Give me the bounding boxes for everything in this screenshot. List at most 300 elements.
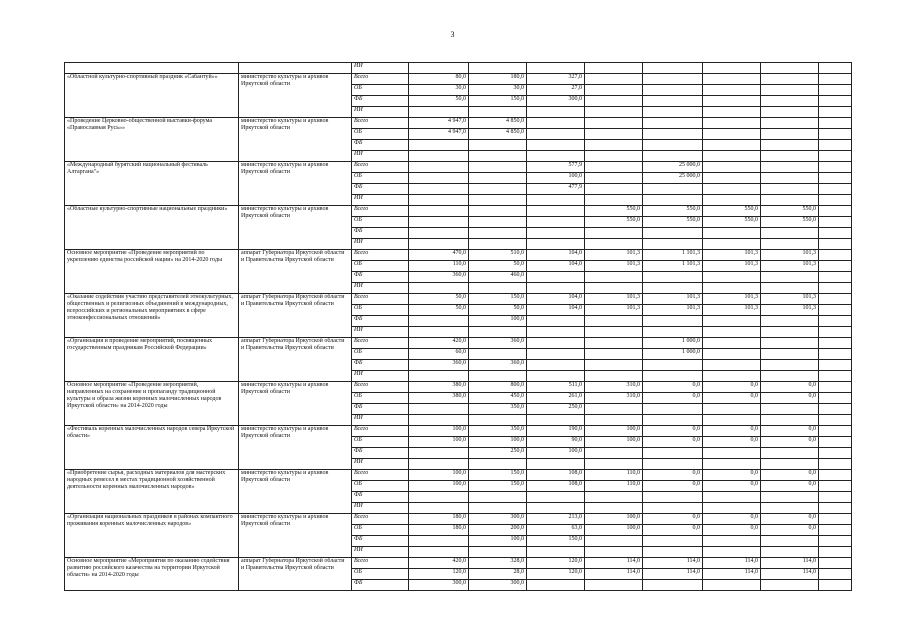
value-cell — [761, 349, 819, 360]
value-cell: 300,0 — [527, 96, 585, 107]
value-cell — [703, 448, 761, 459]
value-cell — [643, 404, 703, 415]
funding-source-cell: ФБ — [352, 536, 409, 547]
value-cell — [761, 129, 819, 140]
value-cell — [409, 140, 469, 151]
value-cell — [409, 492, 469, 503]
value-cell — [703, 63, 761, 74]
value-cell: 50,0 — [469, 305, 527, 316]
value-cell — [819, 206, 852, 217]
value-cell: 100,0 — [469, 316, 527, 327]
funding-source-cell: ОБ — [352, 393, 409, 404]
funding-source-cell: Всего — [352, 206, 409, 217]
value-cell — [703, 404, 761, 415]
value-cell — [409, 206, 469, 217]
organization-cell: министерство культуры и архивов Иркутской области — [239, 514, 352, 558]
value-cell: 101,3 — [761, 305, 819, 316]
value-cell — [409, 536, 469, 547]
funding-source-cell: Всего — [352, 250, 409, 261]
value-cell: 380,0 — [409, 382, 469, 393]
value-cell — [761, 239, 819, 250]
value-cell: 0,0 — [761, 393, 819, 404]
value-cell — [409, 316, 469, 327]
value-cell — [643, 63, 703, 74]
value-cell: 250,0 — [469, 448, 527, 459]
value-cell: 101,3 — [585, 250, 643, 261]
value-cell — [643, 239, 703, 250]
value-cell: 0,0 — [761, 470, 819, 481]
value-cell — [409, 173, 469, 184]
value-cell: 150,0 — [469, 96, 527, 107]
funding-source-cell: ИИ — [352, 239, 409, 250]
value-cell — [819, 371, 852, 382]
value-cell: 100,0 — [409, 426, 469, 437]
value-cell — [585, 173, 643, 184]
value-cell — [585, 404, 643, 415]
value-cell — [819, 151, 852, 162]
funding-source-cell: ФБ — [352, 272, 409, 283]
value-cell — [643, 415, 703, 426]
value-cell — [585, 371, 643, 382]
value-cell — [761, 184, 819, 195]
value-cell — [819, 107, 852, 118]
value-cell: 1 000,0 — [643, 349, 703, 360]
value-cell: 27,0 — [527, 85, 585, 96]
value-cell — [409, 195, 469, 206]
value-cell — [819, 525, 852, 536]
value-cell: 550,0 — [703, 206, 761, 217]
value-cell — [469, 217, 527, 228]
value-cell: 100,0 — [527, 448, 585, 459]
value-cell — [761, 96, 819, 107]
value-cell — [819, 85, 852, 96]
value-cell — [585, 107, 643, 118]
funding-source-cell: ОБ — [352, 569, 409, 580]
value-cell — [585, 140, 643, 151]
value-cell — [761, 360, 819, 371]
funding-source-cell: ФБ — [352, 492, 409, 503]
value-cell — [761, 151, 819, 162]
value-cell — [643, 140, 703, 151]
value-cell — [703, 107, 761, 118]
value-cell — [409, 151, 469, 162]
value-cell: 0,0 — [643, 514, 703, 525]
page-number: 3 — [450, 30, 455, 39]
value-cell: 101,3 — [703, 294, 761, 305]
value-cell — [469, 492, 527, 503]
funding-source-cell: ИИ — [352, 459, 409, 470]
value-cell — [703, 415, 761, 426]
funding-source-cell: ИИ — [352, 371, 409, 382]
value-cell — [819, 437, 852, 448]
value-cell: 360,0 — [409, 272, 469, 283]
program-name-cell: «Областные культурно-спортивные национальные праздники» — [65, 206, 239, 250]
funding-source-cell: Всего — [352, 426, 409, 437]
value-cell: 577,9 — [527, 162, 585, 173]
value-cell — [409, 184, 469, 195]
value-cell — [469, 349, 527, 360]
value-cell: 470,0 — [409, 250, 469, 261]
value-cell — [469, 151, 527, 162]
value-cell — [527, 118, 585, 129]
value-cell — [469, 459, 527, 470]
value-cell — [819, 448, 852, 459]
value-cell — [819, 63, 852, 74]
value-cell — [703, 151, 761, 162]
value-cell — [585, 415, 643, 426]
value-cell — [409, 107, 469, 118]
table-row — [65, 382, 852, 393]
value-cell: 101,3 — [585, 305, 643, 316]
value-cell — [585, 459, 643, 470]
value-cell: 150,0 — [469, 294, 527, 305]
value-cell: 350,0 — [469, 426, 527, 437]
value-cell: 511,0 — [527, 382, 585, 393]
value-cell — [527, 338, 585, 349]
value-cell: 380,0 — [409, 393, 469, 404]
funding-source-cell: ОБ — [352, 305, 409, 316]
value-cell: 550,0 — [761, 217, 819, 228]
value-cell: 101,3 — [703, 250, 761, 261]
value-cell — [761, 118, 819, 129]
value-cell — [643, 316, 703, 327]
program-name-cell: Основное мероприятие «Проведение мероприятий, направленных на сохранение и пропаганду традиционной культуры и образа жизни коренных малочисленных народов Иркутской области» на 2014-2020 годы — [65, 382, 239, 426]
value-cell — [409, 239, 469, 250]
value-cell — [819, 547, 852, 558]
value-cell — [819, 338, 852, 349]
value-cell — [527, 228, 585, 239]
value-cell: 101,3 — [703, 261, 761, 272]
value-cell: 25 000,0 — [643, 173, 703, 184]
value-cell — [585, 338, 643, 349]
value-cell: 110,0 — [585, 481, 643, 492]
funding-source-cell: ИИ — [352, 195, 409, 206]
table-row — [65, 206, 852, 217]
value-cell: 100,0 — [409, 481, 469, 492]
funding-source-cell: ФБ — [352, 316, 409, 327]
funding-source-cell: ОБ — [352, 85, 409, 96]
value-cell: 114,0 — [703, 558, 761, 569]
value-cell: 110,0 — [409, 261, 469, 272]
value-cell: 550,0 — [761, 206, 819, 217]
value-cell — [469, 162, 527, 173]
value-cell: 327,0 — [527, 74, 585, 85]
program-name-cell: «Фестиваль коренных малочисленных народов севера Иркутской области» — [65, 426, 239, 470]
value-cell — [643, 85, 703, 96]
value-cell — [703, 338, 761, 349]
value-cell — [527, 316, 585, 327]
value-cell: 114,0 — [585, 569, 643, 580]
value-cell — [643, 547, 703, 558]
value-cell — [819, 404, 852, 415]
value-cell — [585, 316, 643, 327]
table-row — [65, 514, 852, 525]
value-cell — [703, 140, 761, 151]
value-cell — [819, 173, 852, 184]
value-cell — [643, 118, 703, 129]
value-cell: 550,0 — [585, 217, 643, 228]
value-cell: 350,0 — [469, 404, 527, 415]
value-cell: 420,0 — [409, 338, 469, 349]
value-cell: 120,0 — [409, 569, 469, 580]
value-cell: 4 850,0 — [469, 118, 527, 129]
value-cell — [527, 217, 585, 228]
value-cell — [527, 371, 585, 382]
value-cell: 114,0 — [585, 558, 643, 569]
program-name-cell: «Оказание содействия участию представителей этнокультурных, общественных и религиозных объединений в международных, всероссийских и региональных мероприятиях в сфере этноконфессиональных отношений» — [65, 294, 239, 338]
value-cell — [469, 239, 527, 250]
value-cell — [761, 85, 819, 96]
funding-source-cell: ИИ — [352, 415, 409, 426]
value-cell: 100,0 — [409, 470, 469, 481]
value-cell — [703, 316, 761, 327]
value-cell — [761, 327, 819, 338]
value-cell — [703, 173, 761, 184]
value-cell — [469, 547, 527, 558]
value-cell — [819, 503, 852, 514]
value-cell — [819, 569, 852, 580]
program-name-cell — [65, 63, 239, 74]
value-cell — [703, 184, 761, 195]
value-cell: 90,0 — [527, 437, 585, 448]
program-name-cell: Основное мероприятие «Проведение мероприятий по укреплению единства российской нации» на 2014-2020 годы — [65, 250, 239, 294]
value-cell — [703, 503, 761, 514]
value-cell — [527, 239, 585, 250]
program-name-cell: «Организация и проведение мероприятий, посвященных государственным праздникам Российской Федерации» — [65, 338, 239, 382]
organization-cell: министерство культуры и архивов Иркутской области — [239, 162, 352, 206]
program-name-cell: «Международный бурятский национальный фестиваль Алтаргана"» — [65, 162, 239, 206]
value-cell — [643, 459, 703, 470]
funding-source-cell: ОБ — [352, 481, 409, 492]
value-cell — [819, 327, 852, 338]
value-cell — [585, 448, 643, 459]
table-row — [65, 426, 852, 437]
value-cell — [761, 448, 819, 459]
value-cell — [527, 360, 585, 371]
value-cell — [819, 239, 852, 250]
value-cell: 0,0 — [643, 470, 703, 481]
value-cell: 300,0 — [409, 580, 469, 591]
value-cell: 4 947,0 — [409, 118, 469, 129]
value-cell: 120,0 — [527, 558, 585, 569]
value-cell: 180,0 — [409, 514, 469, 525]
value-cell: 4 947,0 — [409, 129, 469, 140]
value-cell — [585, 63, 643, 74]
value-cell — [527, 492, 585, 503]
funding-source-cell: Всего — [352, 294, 409, 305]
value-cell — [585, 349, 643, 360]
value-cell — [819, 217, 852, 228]
value-cell — [703, 118, 761, 129]
value-cell: 150,0 — [469, 470, 527, 481]
value-cell — [585, 96, 643, 107]
value-cell — [469, 415, 527, 426]
organization-cell: министерство культуры и архивов Иркутской области — [239, 470, 352, 514]
value-cell — [761, 404, 819, 415]
program-name-cell: «Областной культурно-спортивный праздник «Сабантуй»» — [65, 74, 239, 118]
funding-source-cell: ИИ — [352, 63, 409, 74]
funding-source-cell: Всего — [352, 74, 409, 85]
value-cell — [585, 74, 643, 85]
value-cell — [585, 184, 643, 195]
value-cell — [819, 349, 852, 360]
value-cell: 0,0 — [643, 525, 703, 536]
funding-source-cell: ОБ — [352, 437, 409, 448]
funding-source-cell: ФБ — [352, 448, 409, 459]
value-cell: 50,0 — [409, 294, 469, 305]
value-cell — [703, 272, 761, 283]
value-cell — [819, 514, 852, 525]
value-cell — [761, 107, 819, 118]
value-cell: 310,0 — [585, 382, 643, 393]
value-cell — [585, 85, 643, 96]
value-cell: 25 000,0 — [643, 162, 703, 173]
value-cell: 328,0 — [469, 558, 527, 569]
value-cell — [819, 272, 852, 283]
value-cell — [585, 492, 643, 503]
value-cell — [703, 96, 761, 107]
value-cell: 104,0 — [527, 294, 585, 305]
value-cell: 450,0 — [469, 393, 527, 404]
value-cell: 0,0 — [643, 481, 703, 492]
funding-source-cell: ФБ — [352, 96, 409, 107]
value-cell — [585, 272, 643, 283]
value-cell: 1 101,3 — [643, 261, 703, 272]
value-cell — [409, 448, 469, 459]
value-cell: 250,0 — [527, 404, 585, 415]
value-cell — [585, 360, 643, 371]
value-cell: 800,0 — [469, 382, 527, 393]
value-cell: 300,0 — [469, 580, 527, 591]
funding-source-cell: ИИ — [352, 547, 409, 558]
value-cell — [819, 558, 852, 569]
value-cell: 200,0 — [469, 525, 527, 536]
value-cell: 30,0 — [409, 85, 469, 96]
funding-source-cell: Всего — [352, 514, 409, 525]
value-cell: 300,0 — [469, 514, 527, 525]
table-row — [65, 294, 852, 305]
value-cell — [469, 107, 527, 118]
value-cell — [819, 470, 852, 481]
value-cell — [819, 360, 852, 371]
value-cell — [643, 371, 703, 382]
value-cell: 0,0 — [643, 437, 703, 448]
value-cell: 63,0 — [527, 525, 585, 536]
value-cell — [761, 74, 819, 85]
value-cell: 80,0 — [409, 74, 469, 85]
value-cell: 100,0 — [409, 437, 469, 448]
value-cell: 310,0 — [585, 393, 643, 404]
value-cell: 150,0 — [527, 536, 585, 547]
value-cell: 0,0 — [643, 426, 703, 437]
value-cell — [703, 239, 761, 250]
value-cell — [643, 492, 703, 503]
value-cell — [643, 195, 703, 206]
value-cell — [819, 415, 852, 426]
value-cell: 60,0 — [409, 349, 469, 360]
value-cell — [643, 503, 703, 514]
value-cell: 150,0 — [469, 481, 527, 492]
funding-source-cell: ИИ — [352, 151, 409, 162]
value-cell — [527, 503, 585, 514]
value-cell — [643, 74, 703, 85]
value-cell — [469, 63, 527, 74]
value-cell — [527, 272, 585, 283]
value-cell: 110,0 — [585, 470, 643, 481]
value-cell: 100,0 — [585, 437, 643, 448]
value-cell — [527, 140, 585, 151]
funding-source-cell: ФБ — [352, 360, 409, 371]
table-row — [65, 558, 852, 569]
value-cell — [527, 283, 585, 294]
value-cell: 180,0 — [409, 525, 469, 536]
funding-source-cell: ОБ — [352, 349, 409, 360]
table-row — [65, 118, 852, 129]
value-cell: 360,0 — [409, 360, 469, 371]
value-cell: 0,0 — [761, 382, 819, 393]
value-cell: 101,3 — [761, 261, 819, 272]
funding-source-cell: Всего — [352, 382, 409, 393]
organization-cell: аппарат Губернатора Иркутской области и Правительства Иркутской области — [239, 294, 352, 338]
value-cell — [703, 459, 761, 470]
value-cell — [527, 107, 585, 118]
value-cell — [703, 349, 761, 360]
value-cell — [585, 162, 643, 173]
value-cell — [761, 536, 819, 547]
value-cell — [643, 184, 703, 195]
funding-source-cell: ОБ — [352, 129, 409, 140]
value-cell: 100,0 — [469, 437, 527, 448]
value-cell — [703, 129, 761, 140]
value-cell: 28,0 — [469, 569, 527, 580]
value-cell: 108,0 — [527, 470, 585, 481]
value-cell — [409, 371, 469, 382]
value-cell — [819, 393, 852, 404]
value-cell: 213,0 — [527, 514, 585, 525]
value-cell: 0,0 — [703, 437, 761, 448]
organization-cell: министерство культуры и архивов Иркутской области — [239, 118, 352, 162]
value-cell: 360,0 — [469, 338, 527, 349]
table-body — [65, 63, 852, 591]
value-cell — [761, 228, 819, 239]
value-cell: 477,9 — [527, 184, 585, 195]
value-cell — [585, 118, 643, 129]
value-cell — [643, 283, 703, 294]
value-cell: 190,0 — [527, 426, 585, 437]
value-cell: 0,0 — [703, 382, 761, 393]
table-row — [65, 470, 852, 481]
table-row — [65, 162, 852, 173]
program-name-cell: «Проведение Церковно-общественной выставки-форума «Православная Русь»» — [65, 118, 239, 162]
value-cell: 0,0 — [761, 437, 819, 448]
value-cell — [761, 316, 819, 327]
value-cell — [409, 415, 469, 426]
value-cell: 360,0 — [469, 360, 527, 371]
value-cell — [643, 228, 703, 239]
value-cell — [761, 272, 819, 283]
value-cell: 0,0 — [703, 514, 761, 525]
funding-source-cell: ИИ — [352, 283, 409, 294]
value-cell — [409, 459, 469, 470]
value-cell — [761, 459, 819, 470]
value-cell: 120,0 — [527, 569, 585, 580]
value-cell — [409, 404, 469, 415]
value-cell: 114,0 — [643, 558, 703, 569]
value-cell: 101,3 — [643, 294, 703, 305]
funding-source-cell: Всего — [352, 162, 409, 173]
value-cell — [469, 173, 527, 184]
value-cell — [703, 536, 761, 547]
